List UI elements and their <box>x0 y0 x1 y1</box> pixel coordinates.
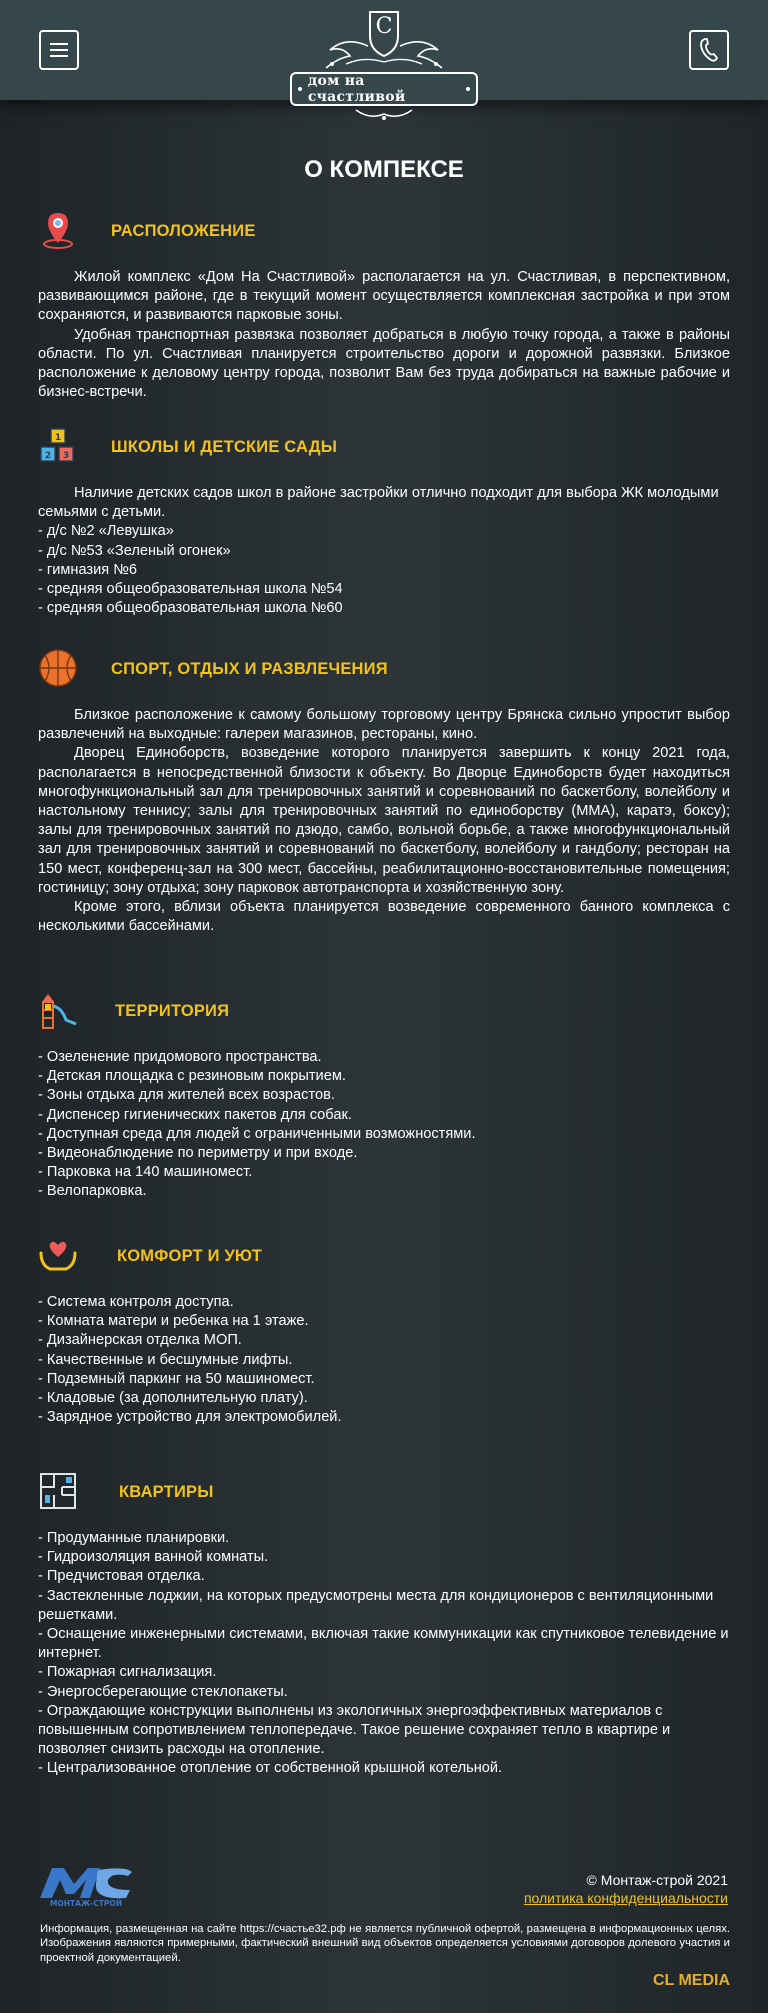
privacy-policy-link[interactable]: политика конфиденциальности <box>523 1890 728 1906</box>
list-item: - Система контроля доступа. <box>38 1294 234 1310</box>
list-item: - Кладовые (за дополнительную плату). <box>38 1390 308 1407</box>
list-item: - Видеонаблюдение по периметру и при входе. <box>38 1145 358 1162</box>
section-title: СПОРТ, ОТДЫХ И РАЗВЛЕЧЕНИЯ <box>111 660 388 678</box>
list-item: - средняя общеобразовательная школа №60 <box>38 600 343 617</box>
map-pin-icon <box>38 210 78 250</box>
list-item: - Оснащение инженерными системами, включая такие коммуникации как спутниковое телевидение и интернет. <box>38 1626 729 1662</box>
hamburger-menu-icon <box>48 41 70 59</box>
logo-letter: С <box>375 14 393 39</box>
site-header <box>0 0 768 105</box>
disclaimer: Информация, размещенная на сайте https://счастье32.рф не является публичной офертой, размещена в информационных целях. Изображения являются примерными, фактический внешний вид объектов определяется условиями договоров долевого участия и проектной документацией. <box>40 1923 730 1964</box>
section-title: КОМФОРТ И УЮТ <box>117 1247 263 1265</box>
list-item: - Дизайнерская отделка МОП. <box>38 1332 242 1349</box>
section-title: РАСПОЛОЖЕНИЕ <box>111 222 256 240</box>
section-schools <box>38 426 730 618</box>
list-item: - Доступная среда для людей с ограниченными возможностями. <box>38 1125 476 1142</box>
paragraph: Близкое расположение к самому большому торговому центру Брянска сильно упростит выбор развлечений на выходные: галереи магазинов, рестораны, кино. <box>38 707 730 743</box>
list-item: - Детская площадка с резиновым покрытием. <box>38 1068 346 1085</box>
heart-in-hands-icon <box>38 1235 78 1275</box>
section-location <box>38 210 730 402</box>
playground-slide-icon <box>38 990 78 1030</box>
logo-text: дом на счастливой <box>290 72 478 106</box>
montazh-stroy-logo[interactable] <box>38 1862 134 1908</box>
developer-credit-link[interactable]: CL MEDIA <box>652 1972 730 1989</box>
section-territory <box>38 990 730 1202</box>
list-item: - Пожарная сигнализация. <box>38 1664 217 1681</box>
section-title: ТЕРРИТОРИЯ <box>115 1002 230 1020</box>
paragraph: Дворец Единоборств, возведение которого планируется завершить к концу 2021 года, располагается в непосредственной близости к объекту. Во Дворце Единоборств будет находиться многофункциональный зал для тренировочных занятий и соревнований по баскетболу, волейболу и настольному теннису; залы для тренировочных занятий по единоборству (ММА), каратэ, боксу); залы для тренировочных занятий по дзюдо, самбо, вольной борьбе, а также многофункциональный зал для тренировочных занятий и соревнований по баскетболу, волейболу и гандболу; ресторан на 150 мест, конференц-зал на 300 мест, бассейны, реабилитационно-восстановительные помещения; гостиницу; зону отдыха; зону парковок автотранспорта и хозяйственную зону. <box>38 745 730 896</box>
list-item: - гимназия №6 <box>38 561 138 578</box>
paragraph: Удобная транспортная развязка позволяет добраться в любую точку города, а также в районы области. По ул. Счастливая планируется строительство дороги и дорожной развязки. Близкое расположение к деловому центру города, позволит Вам без труда добираться на важные рабочие и бизнес-встречи. <box>38 326 730 401</box>
section-title: КВАРТИРЫ <box>119 1483 214 1501</box>
list-item: - Зарядное устройство для электромобилей. <box>38 1409 342 1426</box>
list-item: - Централизованное отопление от собственной крышной котельной. <box>38 1760 503 1777</box>
list-item: - Парковка на 140 машиномест. <box>38 1164 253 1181</box>
list-item: - Качественные и бесшумные лифты. <box>38 1351 293 1368</box>
paragraph: Жилой комплекс «Дом На Счастливой» располагается на ул. Счастливая, в перспективном, развивающимся районе, где в текущий момент осуществляется комплексная застройка и при этом сохраняются, и развиваются парковые зоны. <box>38 269 730 324</box>
list-item: - Гидроизоляция ванной комнаты. <box>38 1549 269 1566</box>
list-item: - Ограждающие конструкции выполнены из экологичных энергоэффективных материалов с повышенным сопротивлением теплопередаче. Такое решение сохраняет тепло в квартире и позволяет снизить расходы на отопление. <box>38 1702 671 1758</box>
list-item: - Диспенсер гигиенических пакетов для собак. <box>38 1106 352 1123</box>
svg-text:2: 2 <box>44 451 52 461</box>
list-item: - Предчистовая отделка. <box>38 1568 205 1585</box>
list-item: - Продуманные планировки. <box>38 1530 230 1546</box>
site-logo[interactable] <box>286 6 482 124</box>
comfort-list <box>38 1293 730 1427</box>
section-apartments <box>38 1471 730 1779</box>
copyright: © Монтаж-строй 2021 <box>586 1872 728 1888</box>
paragraph: Кроме этого, вблизи объекта планируется возведение современного банного комплекса с несколькими бассейнами. <box>38 899 730 935</box>
section-sport <box>38 648 730 936</box>
list-item: - Зоны отдыха для жителей всех возрастов. <box>38 1087 335 1104</box>
phone-handset-icon <box>698 37 720 63</box>
footer-logo-text: МОНТАЖ-СТРОЙ <box>49 1899 123 1908</box>
floor-plan-icon <box>38 1471 78 1511</box>
section-comfort <box>38 1235 730 1427</box>
section-title: ШКОЛЫ И ДЕТСКИЕ САДЫ <box>111 438 338 456</box>
svg-text:1: 1 <box>54 433 62 443</box>
list-item: - Велопарковка. <box>38 1183 147 1200</box>
list-item: - Подземный паркинг на 50 машиномест. <box>38 1370 315 1387</box>
list-item: - Озеленение придомового пространства. <box>38 1049 322 1065</box>
list-item: - Комната матери и ребенка на 1 этаже. <box>38 1313 309 1330</box>
list-item: - средняя общеобразовательная школа №54 <box>38 581 343 598</box>
paragraph: Наличие детских садов школ в районе застройки отлично подходит для выбора ЖК молодыми семьями с детьми. <box>38 485 719 521</box>
menu-button[interactable] <box>39 30 79 70</box>
list-item: - Застекленные лоджии, на которых предусмотрены места для кондиционеров с вентиляционными решетками. <box>38 1587 714 1623</box>
basketball-icon <box>38 648 78 688</box>
list-item: - Энергосберегающие стеклопакеты. <box>38 1683 288 1700</box>
call-button[interactable] <box>689 30 729 70</box>
list-item: - д/с №53 «Зеленый огонек» <box>38 542 231 559</box>
list-item: - д/с №2 «Левушка» <box>38 523 174 540</box>
svg-text:3: 3 <box>62 451 70 461</box>
abc-blocks-icon <box>38 426 78 466</box>
page-title: О КОМПЕКСЕ <box>304 156 464 183</box>
apartments-list <box>38 1529 730 1779</box>
territory-list <box>38 1048 730 1202</box>
schools-list <box>38 522 730 618</box>
